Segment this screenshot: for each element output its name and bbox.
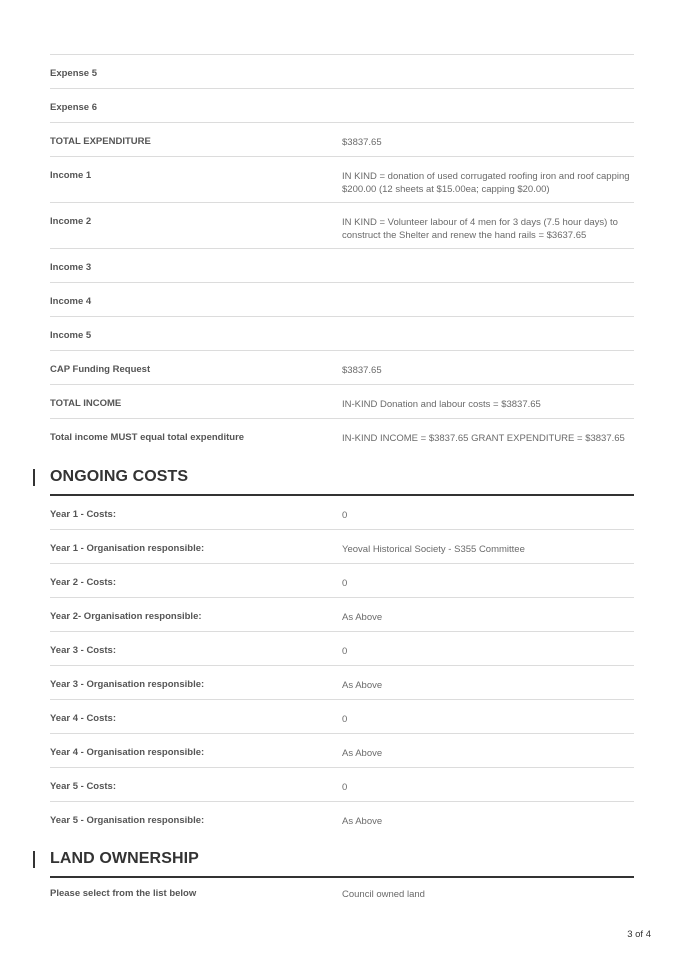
row-value: $3837.65 xyxy=(342,365,382,376)
row-label: Year 2- Organisation responsible: xyxy=(50,611,202,622)
row-label: Income 4 xyxy=(50,296,92,307)
row-label: Please select from the list below xyxy=(50,888,197,899)
row-value: As Above xyxy=(342,748,383,759)
row-value: Yeoval Historical Society - S355 Committee xyxy=(342,544,525,555)
table-row xyxy=(50,351,634,385)
row-value: 0 xyxy=(342,646,348,657)
table-row xyxy=(50,768,634,802)
row-label: TOTAL EXPENDITURE xyxy=(50,136,151,147)
table-row xyxy=(50,89,634,123)
section-title: ONGOING COSTS xyxy=(50,468,189,485)
row-label: Expense 6 xyxy=(50,102,97,113)
table-row xyxy=(50,632,634,666)
row-label: Expense 5 xyxy=(50,68,97,79)
table-row xyxy=(50,598,634,632)
section-title: LAND OWNERSHIP xyxy=(50,850,199,867)
section-header-land-ownership xyxy=(50,848,634,878)
section-marker xyxy=(33,469,35,486)
row-value: 0 xyxy=(342,782,348,793)
row-label: Year 5 - Organisation responsible: xyxy=(50,815,205,826)
row-value xyxy=(342,89,634,122)
row-value: As Above xyxy=(342,612,383,623)
row-label: Year 5 - Costs: xyxy=(50,781,116,792)
budget-table xyxy=(50,55,634,453)
row-value: As Above xyxy=(342,816,383,827)
table-row xyxy=(50,203,634,249)
row-label: Total income MUST equal total expenditure xyxy=(50,432,245,443)
table-row xyxy=(50,419,634,453)
table-row xyxy=(50,802,634,836)
land-ownership-table xyxy=(50,878,634,912)
row-value xyxy=(342,55,634,88)
row-value: 0 xyxy=(342,714,348,725)
row-label: Income 1 xyxy=(50,170,92,181)
row-label: Income 2 xyxy=(50,216,92,227)
table-row xyxy=(50,496,634,530)
table-row xyxy=(50,700,634,734)
row-value: IN-KIND INCOME = $3837.65 GRANT EXPENDITURE = $3837.65 xyxy=(342,433,625,444)
table-row xyxy=(50,564,634,598)
page-number: 3 of 4 xyxy=(627,929,651,940)
row-value: As Above xyxy=(342,680,383,691)
row-label: Year 2 - Costs: xyxy=(50,577,116,588)
row-label: Year 3 - Costs: xyxy=(50,645,116,656)
table-row xyxy=(50,249,634,283)
row-value: 0 xyxy=(342,510,348,521)
section-marker xyxy=(33,851,35,868)
row-value: IN-KIND Donation and labour costs = $3837.65 xyxy=(342,399,541,410)
row-value xyxy=(342,249,634,282)
row-label: Year 1 - Costs: xyxy=(50,509,116,520)
row-value: $3837.65 xyxy=(342,137,382,148)
row-label: Income 5 xyxy=(50,330,92,341)
table-row xyxy=(50,157,634,203)
row-value: 0 xyxy=(342,578,348,589)
row-label: Year 4 - Organisation responsible: xyxy=(50,747,205,758)
row-value: IN KIND = Volunteer labour of 4 men for 3 days (7.5 hour days) to construct the Shelter and renew the hand rails = $3637.65 xyxy=(342,217,618,241)
table-row xyxy=(50,317,634,351)
row-label: Year 4 - Costs: xyxy=(50,713,116,724)
section-header-ongoing-costs xyxy=(50,466,634,496)
row-value xyxy=(342,317,634,350)
row-label: Year 1 - Organisation responsible: xyxy=(50,543,205,554)
row-label: Income 3 xyxy=(50,262,92,273)
row-label: Year 3 - Organisation responsible: xyxy=(50,679,205,690)
row-label: CAP Funding Request xyxy=(50,364,151,375)
table-row xyxy=(50,123,634,157)
table-row xyxy=(50,55,634,89)
table-row xyxy=(50,878,634,912)
table-row xyxy=(50,530,634,564)
row-label: TOTAL INCOME xyxy=(50,398,122,409)
row-value: Council owned land xyxy=(342,889,425,900)
table-row xyxy=(50,283,634,317)
table-row xyxy=(50,385,634,419)
row-value: IN KIND = donation of used corrugated roofing iron and roof capping $200.00 (12 sheets at $15.00ea; capping $20.00) xyxy=(342,171,630,195)
table-row xyxy=(50,666,634,700)
ongoing-costs-table xyxy=(50,496,634,836)
row-value xyxy=(342,283,634,316)
table-row xyxy=(50,734,634,768)
